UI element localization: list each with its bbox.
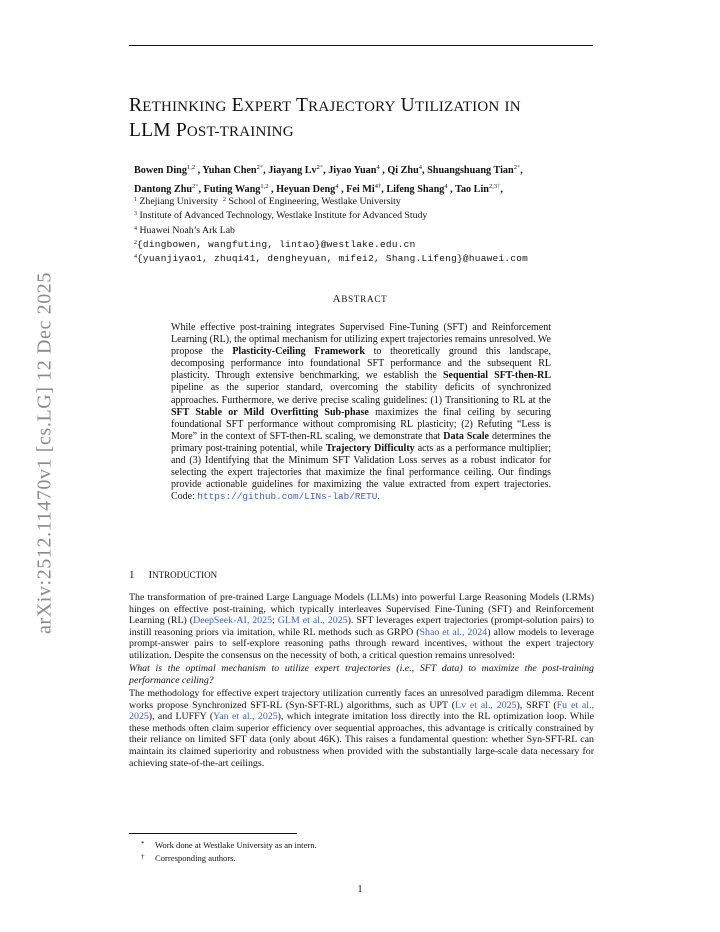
footnotes	[141, 838, 317, 864]
author: Yuhan Chen	[202, 165, 257, 176]
intro-paragraph-2: The methodology for effective expert trajectory utilization currently faces an unresolved paradigm dilemma. Recent works propose Synchronized SFT-RL (Syn-SFT-RL) algorithms, such as UPT (Lv et al., 2025), SRFT (Fu et al., 2025), and LUFFY (Yan et al., 2025), which integrate imitation loss directly into the RL optimization loop. While these methods often claim superior efficiency over sequential approaches, this advantage is critically constrained by their reliance on limited SFT data (only about 46K). This raises a fundamental question: whether Syn-SFT-RL can maintain its claimed superiority and robustness when provided with the substantially large-scale data necessary for achieving state-of-the-art ceilings.	[129, 688, 595, 769]
citation-link[interactable]: Fu et al., 2025	[129, 699, 594, 723]
intro-paragraph-1: The transformation of pre-trained Large Language Models (LLMs) into powerful Large Reasoning Models (LRMs) hinges on effective post-training, which typically interleaves Supervised Fine-Tuning (SFT) and Reinforcement Learning (RL) (DeepSeek-AI, 2025; GLM et al., 2025). SFT leverages expert trajectories (prompt-solution pairs) to instill reasoning priors via imitation, while RL methods such as GRPO (Shao et al., 2024) allow models to leverage prompt-answer pairs to self-explore reasoning paths through reward incentives, without the expert trajectory utilization. Despite the consensus on the necessity of both, a critical question remains unresolved:	[129, 592, 594, 661]
citation-link[interactable]: DeepSeek-AI, 2025	[193, 615, 273, 627]
affiliation-line: $^4$ Huawei Noah’s Ark Lab	[134, 224, 235, 236]
author: Heyuan Deng	[276, 184, 336, 195]
section-heading-introduction: 1 INTRODUCTION	[129, 569, 218, 581]
header-rule	[129, 45, 593, 46]
affiliation-line: $^3$ Institute of Advanced Technology, Westlake Institute for Advanced Study	[134, 210, 428, 222]
paper-title	[129, 94, 599, 144]
email-line: $^4${yuanjiyao1, zhuqi41, dengheyuan, mifei2, Shang.Lifeng}@huawei.com	[134, 253, 529, 265]
email-line: $^2${dingbowen, wangfuting, lintao}@westlake.edu.cn	[134, 238, 416, 250]
arxiv-identifier: arXiv:2512.11470v1 [cs.LG] 12 Dec 2025	[33, 272, 56, 634]
author: Futing Wang	[203, 184, 261, 195]
author: Shuangshuang Tian	[427, 165, 514, 176]
footnote: * Work done at Westlake University as an intern.	[141, 840, 317, 850]
code-link[interactable]: https://github.com/LINs-lab/RETU	[197, 491, 378, 503]
citation-link[interactable]: GLM et al., 2025	[277, 615, 348, 627]
citation-link[interactable]: Yan et al., 2025	[213, 711, 278, 723]
citation-link[interactable]: Lv et al., 2025	[455, 699, 517, 711]
research-question: What is the optimal mechanism to utilize expert trajectories (i.e., SFT data) to maximize the post-training performance ceiling?	[129, 663, 594, 686]
author: Jiayang Lv	[268, 165, 317, 176]
citation-link[interactable]: Shao et al., 2024	[419, 626, 488, 638]
title-line-2: LLM POST-TRAINING	[129, 120, 294, 141]
abstract-text: While effective post-training integrates Supervised Fine-Tuning (SFT) and Reinforcement Learning (RL), the optimal mechanism for utilizing expert trajectories remains unresolved. We propose the Plasticity-Ceiling Framework to theoretically ground this landscape, decomposing performance into foundational SFT performance and the subsequent RL plasticity. Through extensive benchmarking, we establish the Sequential SFT-then-RL pipeline as the superior standard, overcoming the stability deficits of synchronized approaches. Furthermore, we derive precise scaling guidelines: (1) Transitioning to RL at the SFT Stable or Mild Overfitting Sub-phase maximizes the final ceiling by securing foundational SFT performance without compromising RL plasticity; (2) Refuting “Less is More” in the context of SFT-then-RL scaling, we demonstrate that Data Scale determines the primary post-training potential, while Trajectory Difficulty acts as a performance multiplier; and (3) Identifying that the Minimum SFT Validation Loss serves as a robust indicator for selecting the expert trajectories that maximize the final performance ceiling. Our findings provide actionable guidelines for maximizing the value extracted from expert trajectories. Code: https://github.com/LINs-lab/RETU.	[171, 322, 552, 503]
author: Tao Lin	[455, 184, 489, 195]
author: Jiyao Yuan	[328, 165, 377, 176]
arxiv-sidebar-stamp	[34, 258, 56, 648]
affiliation-line: $^1$ Zhejiang University $^2$ School of Engineering, Westlake University	[134, 196, 401, 207]
author: Dantong Zhu	[134, 184, 193, 195]
author: Qi Zhu	[387, 165, 419, 176]
author: Bowen Ding	[134, 165, 187, 176]
abstract-heading: ABSTRACT	[332, 293, 388, 305]
footnote-rule	[129, 833, 297, 834]
page-number: 1	[357, 884, 363, 895]
footnote: † Corresponding authors.	[141, 853, 236, 863]
author-list: Bowen Ding$^{1,2}$ , Yuhan Chen$^{2*}$, Jiayang $Lv^{2*}$, Jiyao Yuan$^4$ , Qi Zhu$^4$, Shuangshuang Tian$^{2*}$, Dantong Zhu$^{2*}$, Futing Wang$^{1,2}$ , Heyuan Deng$^4$ , Fei $Mi^{4\dagger}$, Lifeng Shang$^4$ , Tao Lin$^{2,3\dagger}$,	[134, 164, 523, 195]
author: Fei Mi	[346, 184, 375, 195]
title-line-1: RETHINKING EXPERT TRAJECTORY UTILIZATION IN	[129, 95, 521, 116]
affiliations	[134, 194, 614, 265]
author: Lifeng Shang	[386, 184, 445, 195]
